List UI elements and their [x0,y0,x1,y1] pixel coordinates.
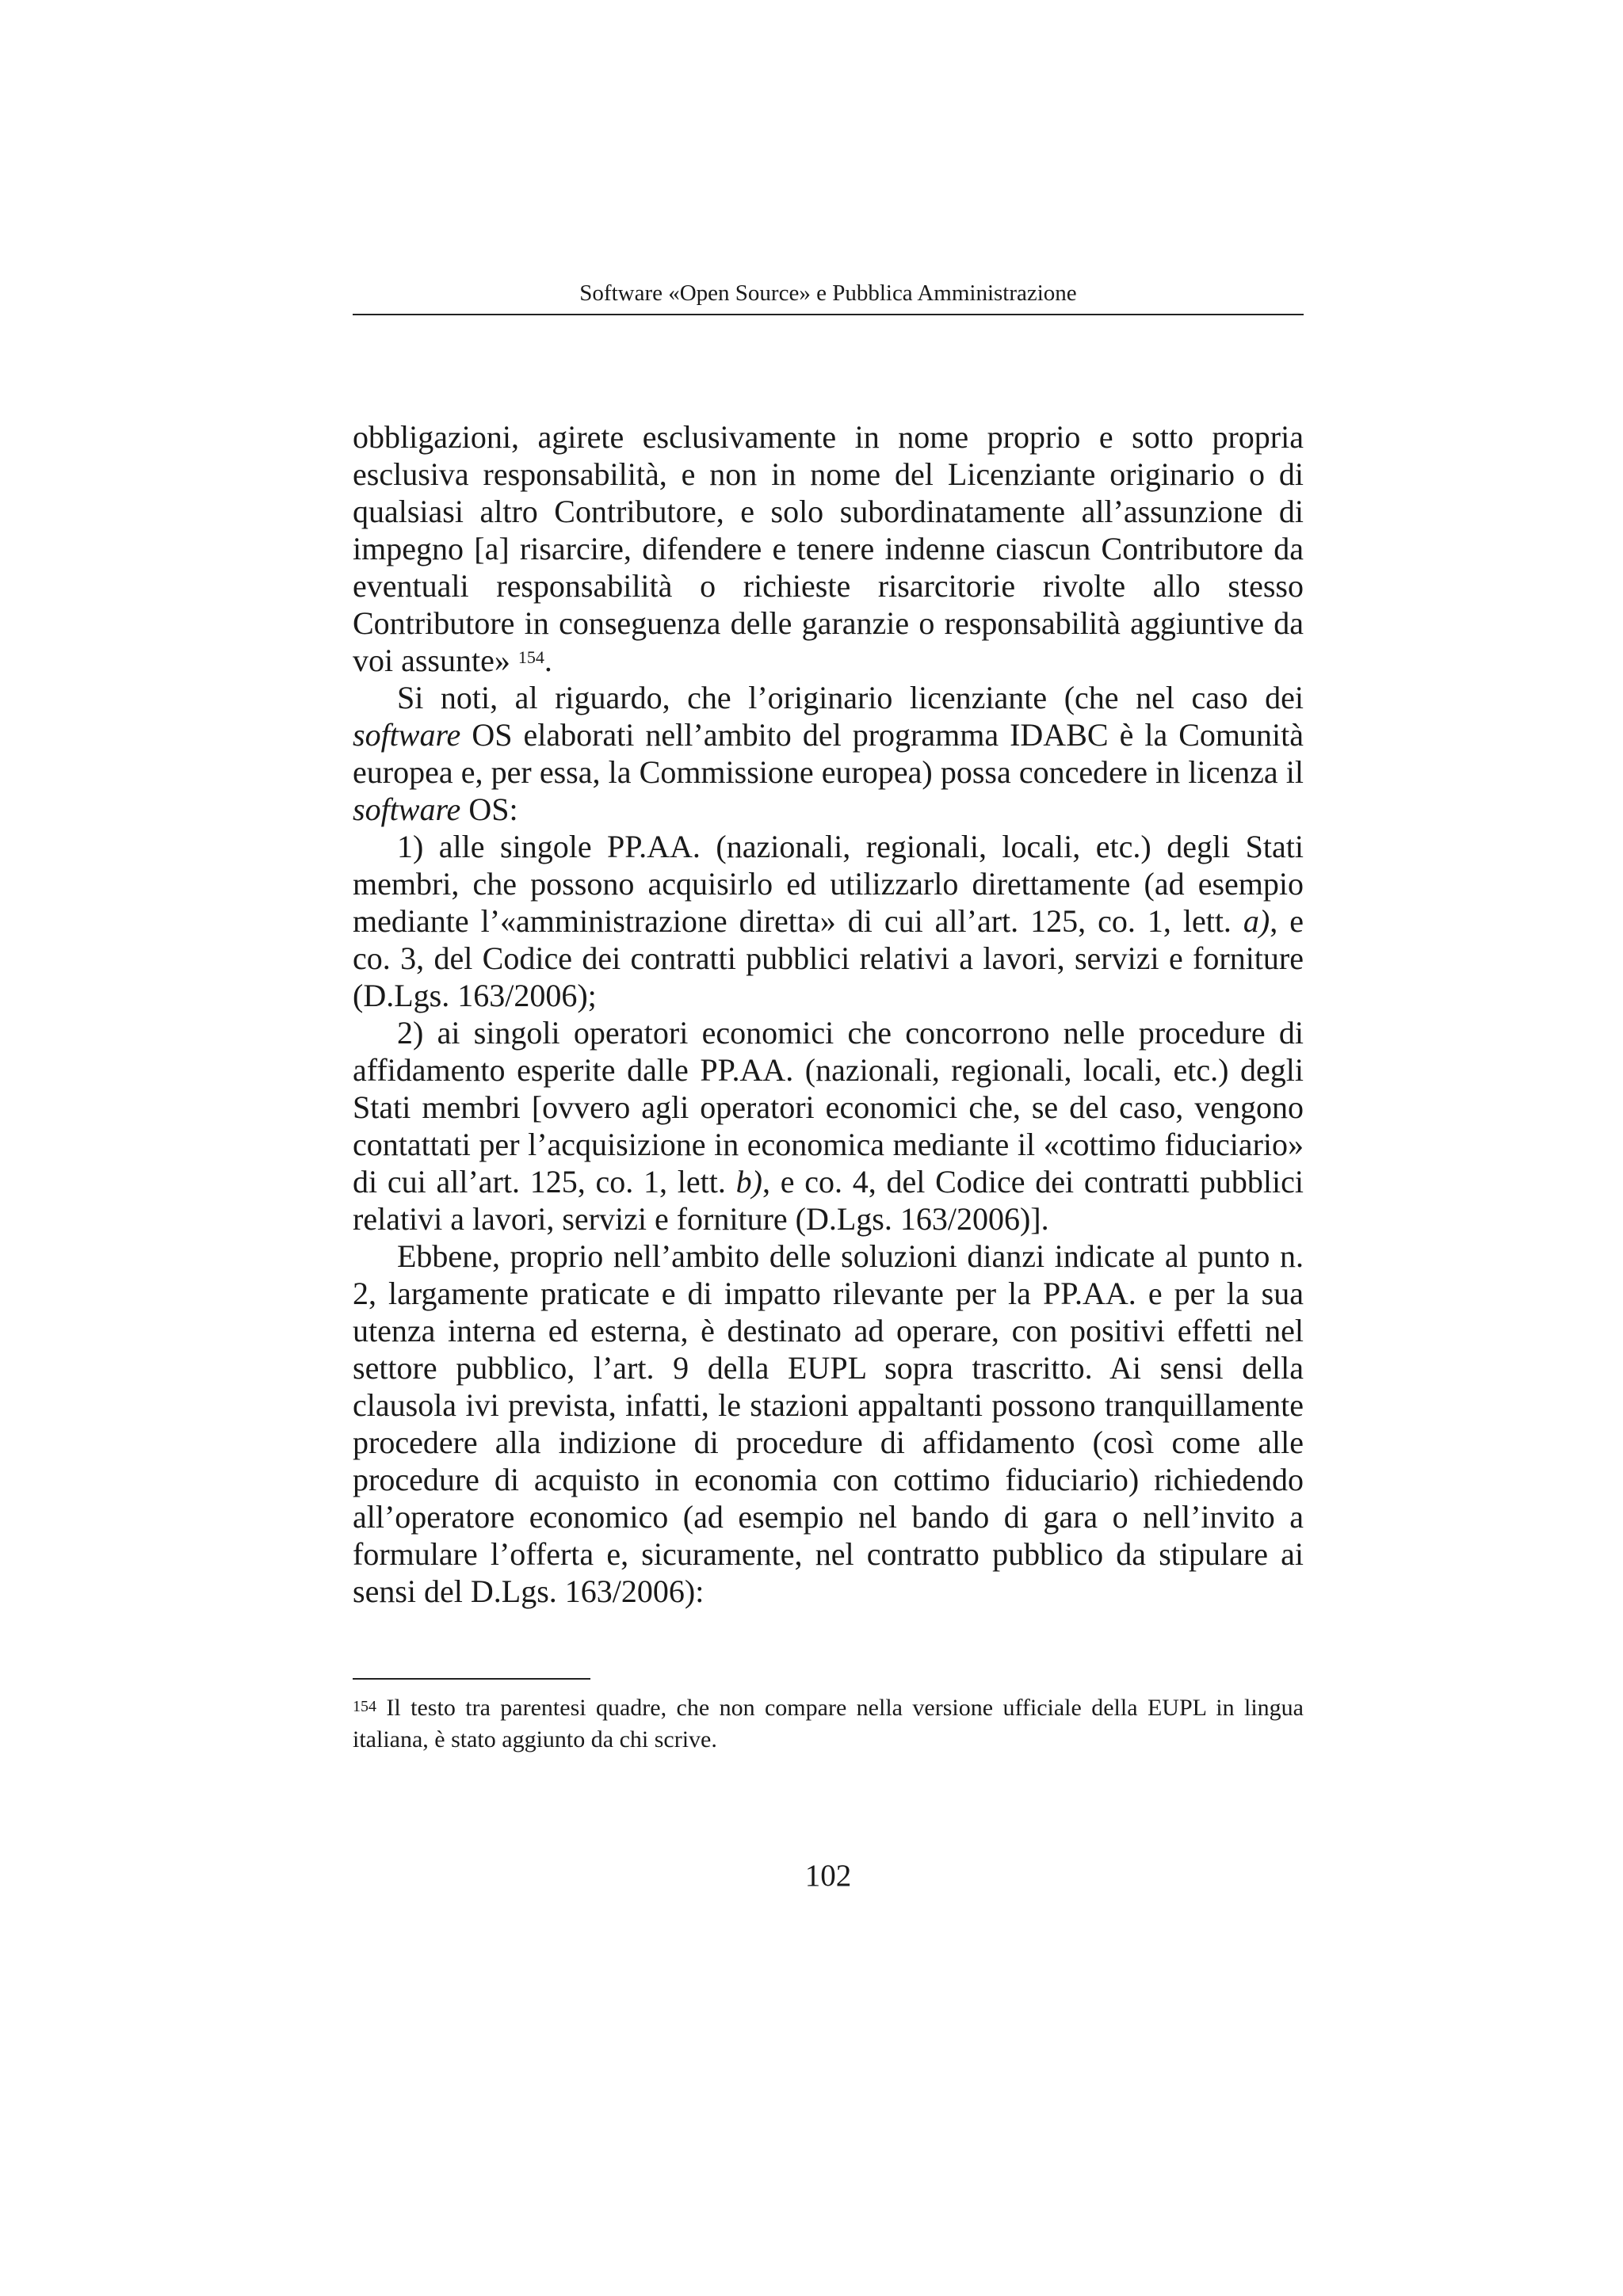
paragraph-text: Si noti, al riguardo, che l’originario licenziante (che nel caso dei [397,680,1304,715]
paragraph-text: , e co. 4, del Codice dei contratti pubblici relativi a lavori, servizi e forniture (D.Lgs. 163/2006)]. [353,1164,1304,1237]
paragraph-text: 2) ai singoli operatori economici che concorrono nelle procedure di affidamento esperite dalle PP.AA. (nazionali, regionali, locali, etc.) degli Stati membri [ovvero agli operatori economici che, se del caso, vengono contattati per l’acquisizione in economica mediante il «cottimo fiduciario» di cui all’art. 125, co. 1, lett. [353,1015,1304,1199]
list-item-2 [353,1014,1304,1238]
list-item-1 [353,828,1304,1014]
paragraph-text: OS: [468,791,518,827]
paragraph-licensor [353,679,1304,828]
footnote-number: 154 [353,1698,376,1715]
paragraph-text: 1) alle singole PP.AA. (nazionali, regionali, locali, etc.) degli Stati membri, che possono acquisirlo ed utilizzarlo direttamente (ad esempio mediante l’«amministrazione diretta» di cui all’art. 125, co. 1, lett. [353,829,1304,939]
page-number: 102 [804,1859,852,1893]
footnote-reference: 154 [517,647,544,667]
paragraph-ebbene: Ebbene, proprio nell’ambito delle soluzioni dianzi indicate al punto n. 2, largamente praticate e di impatto rilevante per la PP.AA. e per la sua utenza interna ed esterna, è destinato ad operare, con positivi effetti nel settore pubblico, l’art. 9 della EUPL sopra trascritto. Ai sensi della clausola ivi prevista, infatti, le stazioni appaltanti possono tranquillamente procedere alla indizione di procedure di affidamento (così come alle procedure di acquisto in economia con cottimo fiduciario) richiedendo all’operatore economico (ad esempio nel bando di gara o nell’invito a formulare l’offerta e, sicuramente, nel contratto pubblico da stipulare ai sensi del D.Lgs. 163/2006): [353,1238,1304,1609]
emphasis-software: software [353,791,461,827]
footnote [353,1692,1304,1756]
footnote-text: Il testo tra parentesi quadre, che non compare nella versione ufficiale della EUPL in lingua italiana, è stato aggiunto da chi scrive. [353,1695,1304,1753]
paragraph-text: , e co. 3, del Codice dei contratti pubblici relativi a lavori, servizi e forniture (D.Lgs. 163/2006); [353,903,1304,1013]
paragraph-quote-end [353,418,1304,679]
paragraph-text: OS elaborati nell’ambito del programma IDABC è la Comunità europea e, per essa, la Commissione europea) possa concedere in licenza il [353,717,1304,790]
emphasis-letter: a) [1243,903,1270,939]
emphasis-letter: b) [735,1164,762,1199]
header-rule [353,314,1304,315]
running-header: Software «Open Source» e Pubblica Amministrazione [579,280,1077,306]
emphasis-software: software [353,717,461,753]
main-text [353,418,1304,1610]
footnote-rule [353,1678,590,1680]
paragraph-text: obbligazioni, agirete esclusivamente in nome proprio e sotto propria esclusiva responsabilità, e non in nome del Licenziante originario o di qualsiasi altro Contributore, e solo subordinatamente all’assunzione di impegno [a] risarcire, difendere e tenere indenne ciascun Contributore da eventuali responsabilità o richieste risarcitorie rivolte allo stesso Contributore in conseguenza delle garanzie o responsabilità aggiuntive da voi assunte» [353,419,1304,678]
paragraph-punctuation: . [544,643,552,678]
